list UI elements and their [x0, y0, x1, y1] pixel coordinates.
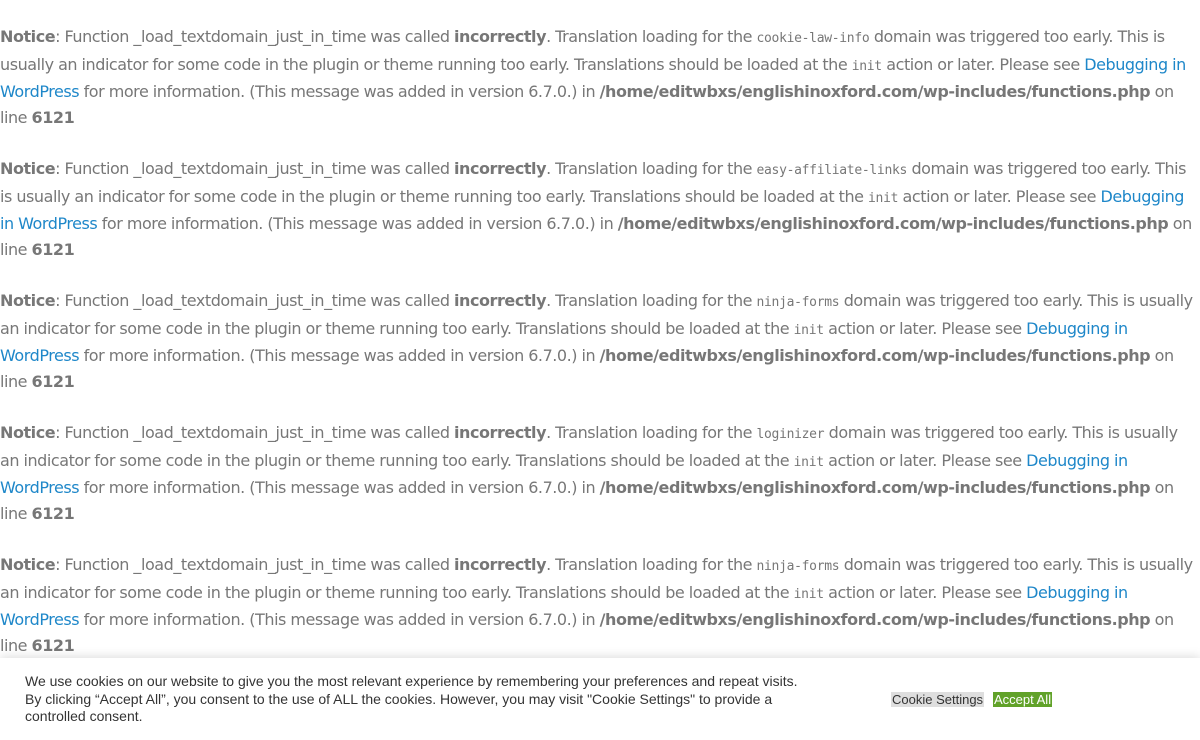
- php-notice: [0, 552, 1200, 658]
- notice-label: Notice: [0, 555, 56, 574]
- php-notice: [0, 24, 1200, 130]
- notice-spacer: [0, 130, 1200, 156]
- init-code: init: [793, 322, 824, 338]
- notice-label: Notice: [0, 27, 56, 46]
- php-notices-list: [0, 24, 1200, 658]
- translation-text: . Translation loading for the: [546, 159, 757, 178]
- incorrectly-text: incorrectly: [453, 423, 547, 442]
- more-info-text: for more information. (This message was added in version 6.7.0.) in: [79, 82, 600, 101]
- line-number: 6121: [31, 371, 75, 391]
- textdomain-code: loginizer: [756, 427, 825, 442]
- line-number: 6121: [31, 107, 75, 127]
- notice-spacer: [0, 526, 1200, 552]
- on-line-text: on line: [0, 82, 1174, 127]
- domain-suffix-text: domain was triggered too early. This is usually an indicator for some code in the plugin or theme running too early. Translations should be loaded at the: [0, 27, 1165, 74]
- file-path: /home/editwbxs/englishinoxford.com/wp-includes/functions.php: [599, 478, 1151, 497]
- cookie-consent-bar: [0, 658, 1200, 740]
- line-number: 6121: [31, 635, 75, 655]
- cookie-consent-message: We use cookies on our website to give you the most relevant experience by remembering your preferences and repeat visits. By clicking “Accept All”, you consent to the use of ALL the cookies. However, you may visit "Cookie Settings" to provide a controlled consent.: [25, 673, 798, 724]
- action-text: action or later. Please see: [823, 318, 1027, 338]
- domain-suffix-text: domain was triggered too early. This is usually an indicator for some code in the plugin or theme running too early. Translations should be loaded at the: [0, 291, 1193, 338]
- php-notice: [0, 288, 1200, 394]
- accept-all-button[interactable]: Accept All: [994, 692, 1052, 707]
- action-text: action or later. Please see: [823, 450, 1027, 470]
- translation-text: . Translation loading for the: [546, 555, 757, 574]
- cookie-settings-button[interactable]: Cookie Settings: [892, 692, 984, 707]
- init-code: init: [793, 586, 824, 602]
- more-info-text: for more information. (This message was added in version 6.7.0.) in: [79, 610, 600, 629]
- debugging-in-wordpress-link[interactable]: Debugging in WordPress: [0, 186, 1184, 233]
- incorrectly-text: incorrectly: [453, 27, 547, 46]
- notice-label: Notice: [0, 159, 56, 178]
- init-code: init: [793, 454, 824, 470]
- incorrectly-text: incorrectly: [453, 159, 547, 178]
- notice-function-text: : Function _load_textdomain_just_in_time was called: [55, 159, 454, 178]
- notice-spacer: [0, 394, 1200, 420]
- debugging-in-wordpress-link[interactable]: Debugging in WordPress: [0, 54, 1186, 101]
- notice-label: Notice: [0, 291, 56, 310]
- php-notice: [0, 420, 1200, 526]
- textdomain-code: easy-affiliate-links: [756, 163, 908, 178]
- line-number: 6121: [31, 239, 75, 259]
- file-path: /home/editwbxs/englishinoxford.com/wp-includes/functions.php: [599, 82, 1151, 101]
- more-info-text: for more information. (This message was added in version 6.7.0.) in: [97, 214, 618, 233]
- domain-suffix-text: domain was triggered too early. This is usually an indicator for some code in the plugin or theme running too early. Translations should be loaded at the: [0, 555, 1193, 602]
- textdomain-code: ninja-forms: [756, 559, 840, 574]
- more-info-text: for more information. (This message was added in version 6.7.0.) in: [79, 346, 600, 365]
- notice-spacer: [0, 262, 1200, 288]
- textdomain-code: ninja-forms: [756, 295, 840, 310]
- on-line-text: on line: [0, 346, 1174, 391]
- init-code: init: [868, 190, 899, 206]
- file-path: /home/editwbxs/englishinoxford.com/wp-includes/functions.php: [599, 346, 1151, 365]
- notice-function-text: : Function _load_textdomain_just_in_time was called: [55, 27, 454, 46]
- debugging-in-wordpress-link[interactable]: Debugging in WordPress: [0, 450, 1128, 497]
- notice-label: Notice: [0, 423, 56, 442]
- debugging-in-wordpress-link[interactable]: Debugging in WordPress: [0, 582, 1128, 629]
- domain-suffix-text: domain was triggered too early. This is usually an indicator for some code in the plugin or theme running too early. Translations should be loaded at the: [0, 159, 1187, 206]
- translation-text: . Translation loading for the: [546, 27, 757, 46]
- init-code: init: [851, 58, 882, 74]
- domain-suffix-text: domain was triggered too early. This is usually an indicator for some code in the plugin or theme running too early. Translations should be loaded at the: [0, 423, 1178, 470]
- on-line-text: on line: [0, 214, 1192, 259]
- notice-function-text: : Function _load_textdomain_just_in_time was called: [55, 291, 454, 310]
- line-number: 6121: [31, 503, 75, 523]
- file-path: /home/editwbxs/englishinoxford.com/wp-includes/functions.php: [617, 214, 1169, 233]
- debugging-in-wordpress-link[interactable]: Debugging in WordPress: [0, 318, 1128, 365]
- incorrectly-text: incorrectly: [453, 291, 547, 310]
- php-notice: [0, 156, 1200, 262]
- incorrectly-text: incorrectly: [453, 555, 547, 574]
- action-text: action or later. Please see: [823, 582, 1027, 602]
- on-line-text: on line: [0, 478, 1174, 523]
- file-path: /home/editwbxs/englishinoxford.com/wp-includes/functions.php: [599, 610, 1151, 629]
- more-info-text: for more information. (This message was added in version 6.7.0.) in: [79, 478, 600, 497]
- translation-text: . Translation loading for the: [546, 291, 757, 310]
- action-text: action or later. Please see: [898, 186, 1101, 206]
- textdomain-code: cookie-law-info: [756, 31, 870, 46]
- translation-text: . Translation loading for the: [546, 423, 757, 442]
- action-text: action or later. Please see: [881, 54, 1085, 74]
- on-line-text: on line: [0, 610, 1174, 655]
- notice-function-text: : Function _load_textdomain_just_in_time was called: [55, 423, 454, 442]
- notice-function-text: : Function _load_textdomain_just_in_time was called: [55, 555, 454, 574]
